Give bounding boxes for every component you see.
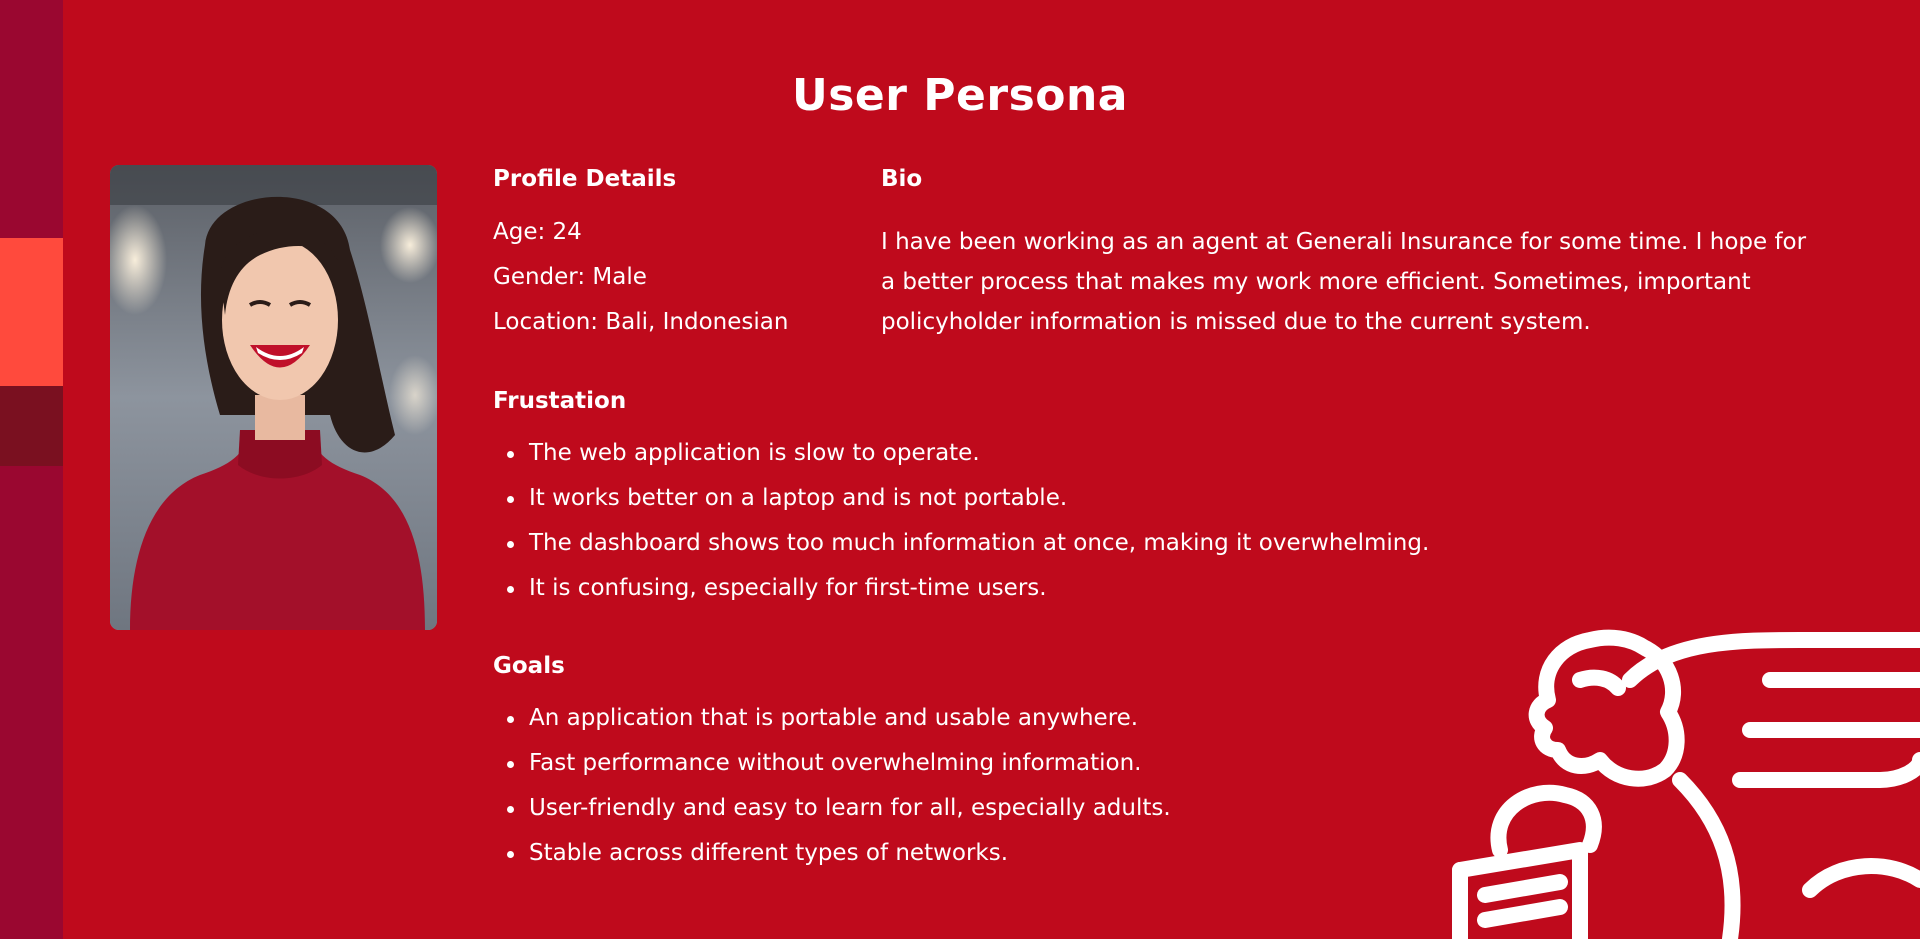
list-item: User-friendly and easy to learn for all, especially adults. xyxy=(493,786,1171,831)
list-item: An application that is portable and usable anywhere. xyxy=(493,696,1171,741)
list-item: It is confusing, especially for first-time users. xyxy=(493,566,1429,611)
side-accent-block xyxy=(0,238,63,386)
list-item: Fast performance without overwhelming information. xyxy=(493,741,1171,786)
profile-location: Location: Bali, Indonesian xyxy=(493,309,789,335)
list-item: The dashboard shows too much information at once, making it overwhelming. xyxy=(493,521,1429,566)
list-item: It works better on a laptop and is not portable. xyxy=(493,476,1429,521)
list-item: Stable across different types of networks. xyxy=(493,831,1171,876)
profile-age: Age: 24 xyxy=(493,219,582,245)
bio-text: I have been working as an agent at Generali Insurance for some time. I hope for a better process that makes my work more efficient. Sometimes, important policyholder information is missed due to the current system. xyxy=(881,229,1807,335)
profile-details-heading: Profile Details xyxy=(493,166,677,192)
frustration-heading: Frustation xyxy=(493,388,627,414)
goals-heading: Goals xyxy=(493,653,565,679)
goals-list xyxy=(493,696,1171,876)
side-dark-block xyxy=(0,386,63,466)
page-title: User Persona xyxy=(792,70,1128,121)
winged-lion-logo xyxy=(1440,620,1920,939)
side-color-bar xyxy=(0,0,63,939)
frustration-list xyxy=(493,431,1429,611)
profile-gender: Gender: Male xyxy=(493,264,647,290)
bio-heading: Bio xyxy=(881,166,923,192)
persona-photo xyxy=(110,165,437,630)
list-item: The web application is slow to operate. xyxy=(493,431,1429,476)
